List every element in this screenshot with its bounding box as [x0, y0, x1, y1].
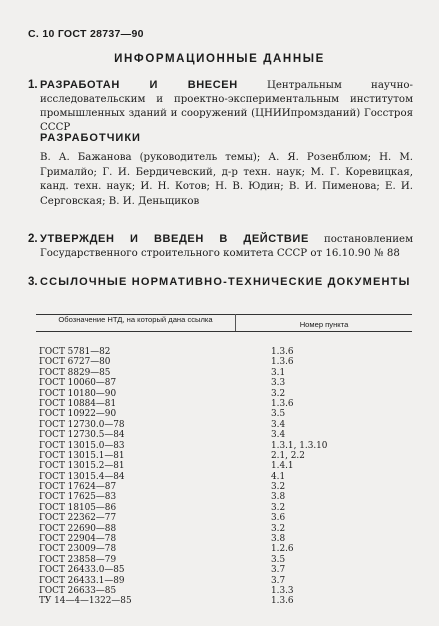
page-title: ИНФОРМАЦИОННЫЕ ДАННЫЕ: [114, 53, 325, 65]
table-row: [36, 357, 412, 367]
table-row: [36, 461, 412, 471]
table-row: [36, 586, 412, 596]
table-row: [36, 368, 412, 378]
table-row: [36, 492, 412, 502]
section-2: [28, 232, 413, 261]
table-cell-point: 3.5: [271, 554, 286, 565]
table-row: [36, 555, 412, 565]
table-row: [36, 389, 412, 399]
table-row: [36, 399, 412, 409]
page-header: С. 10 ГОСТ 28737—90: [28, 28, 144, 40]
table-cell-point: 3.7: [271, 565, 286, 576]
table-cell-document: ГОСТ 18105—86: [39, 502, 117, 513]
section-2-text: постановлением Государственного строительного комитета СССР от 16.10.90 № 88: [40, 234, 413, 259]
developers-list: В. А. Бажанова (руководитель темы); А. Я. Розенблюм; Н. М. Грималйо; Г. И. Бердичевский, д-р техн. наук; М. Г. Коревицкая, канд. техн. наук; И. Н. Котов; Н. В. Юдин; В. И. Пименова; Е. И. Серговская; В. И. Деньщиков: [40, 152, 413, 207]
table-cell-point: 1.3.6: [271, 596, 294, 607]
table-row: [36, 409, 412, 419]
table-cell-document: ГОСТ 5781—82: [39, 347, 111, 357]
table-cell-document: ГОСТ 17624—87: [39, 482, 117, 493]
table-cell-document: ГОСТ 10884—81: [39, 398, 117, 409]
table-cell-document: ГОСТ 10922—90: [39, 409, 117, 420]
table-cell-document: ГОСТ 12730.5—84: [39, 430, 125, 441]
table-cell-point: 1.3.6: [271, 398, 294, 409]
table-body: [36, 347, 412, 607]
table-cell-point: 1.3.3: [271, 585, 294, 596]
table-cell-point: 1.3.6: [271, 347, 294, 357]
table-cell-document: ГОСТ 6727—80: [39, 357, 111, 368]
table-header-rule: [36, 331, 412, 332]
table-cell-point: 3.2: [271, 388, 286, 399]
table-cell-document: ГОСТ 26633—85: [39, 585, 117, 596]
table-header-document: Обозначение НТД, на который дана ссылка: [58, 315, 213, 324]
section-3-number: 3.: [28, 276, 38, 288]
table-cell-document: ГОСТ 17625—83: [39, 492, 117, 503]
table-row: [36, 503, 412, 513]
table-cell-point: 3.4: [271, 430, 286, 441]
table-cell-document: ГОСТ 13015.2—81: [39, 461, 125, 472]
table-row: [36, 513, 412, 523]
table-cell-document: ГОСТ 8829—85: [39, 367, 111, 378]
table-row: [36, 472, 412, 482]
table-cell-point: 3.8: [271, 492, 286, 503]
section-3: [28, 275, 413, 290]
table-cell-point: 3.5: [271, 409, 286, 420]
table-cell-document: ТУ 14—4—1322—85: [39, 596, 132, 607]
table-cell-document: ГОСТ 10180—90: [39, 388, 117, 399]
table-cell-document: ГОСТ 22904—78: [39, 534, 117, 545]
table-cell-document: ГОСТ 13015.0—83: [39, 440, 125, 451]
table-cell-point: 3.6: [271, 513, 286, 524]
table-row: [36, 430, 412, 440]
table-cell-point: 2.1, 2.2: [271, 450, 305, 461]
table-row: [36, 441, 412, 451]
table-cell-point: 3.4: [271, 419, 286, 430]
section-1: [28, 78, 413, 135]
section-3-heading: ССЫЛОЧНЫЕ НОРМАТИВНО-ТЕХНИЧЕСКИЕ ДОКУМЕНТЫ: [40, 276, 411, 288]
section-1-number: 1.: [28, 79, 38, 91]
table-cell-document: ГОСТ 22362—77: [39, 513, 117, 524]
table-row: [36, 347, 412, 357]
table-row: [36, 534, 412, 544]
developers-heading: РАЗРАБОТЧИКИ: [40, 132, 141, 144]
table-cell-document: ГОСТ 10060—87: [39, 378, 117, 389]
table-cell-point: 3.2: [271, 523, 286, 534]
table-row: [36, 378, 412, 388]
table-cell-document: ГОСТ 23858—79: [39, 554, 117, 565]
section-2-number: 2.: [28, 233, 38, 245]
table-row: [36, 482, 412, 492]
table-cell-point: 3.3: [271, 378, 286, 389]
table-cell-document: ГОСТ 26433.0—85: [39, 565, 125, 576]
table-cell-point: 3.7: [271, 575, 286, 586]
table-cell-point: 4.1: [271, 471, 286, 482]
table-cell-point: 1.2.6: [271, 544, 294, 555]
table-cell-document: ГОСТ 22690—88: [39, 523, 117, 534]
table-row: [36, 576, 412, 586]
table-cell-point: 3.1: [271, 367, 286, 378]
table-cell-point: 1.3.1, 1.3.10: [271, 440, 328, 451]
table-cell-document: ГОСТ 12730.0—78: [39, 419, 125, 430]
table-row: [36, 524, 412, 534]
table-cell-document: ГОСТ 26433.1—89: [39, 575, 125, 586]
section-2-heading: УТВЕРЖДЕН И ВВЕДЕН В ДЕЙСТВИЕ: [40, 233, 309, 245]
table-row: [36, 451, 412, 461]
table-cell-point: 3.8: [271, 534, 286, 545]
table-row: [36, 420, 412, 430]
table-cell-point: 3.2: [271, 502, 286, 513]
section-1-text: Центральным научно-исследовательским и проектно-экспериментальным институтом промышленных зданий и сооружений (ЦНИИпромзданий) Госстроя СССР: [40, 80, 413, 133]
table-cell-document: ГОСТ 13015.1—81: [39, 450, 125, 461]
table-cell-point: 1.4.1: [271, 461, 294, 472]
table-row: [36, 544, 412, 554]
table-row: [36, 565, 412, 575]
table-header-point: Номер пункта: [299, 320, 349, 329]
table-cell-document: ГОСТ 23009—78: [39, 544, 117, 555]
table-cell-point: 3.2: [271, 482, 286, 493]
table-row: [36, 596, 412, 606]
section-1-heading: РАЗРАБОТАН И ВНЕСЕН: [40, 79, 238, 91]
table-cell-document: ГОСТ 13015.4—84: [39, 471, 125, 482]
table-cell-point: 1.3.6: [271, 357, 294, 368]
